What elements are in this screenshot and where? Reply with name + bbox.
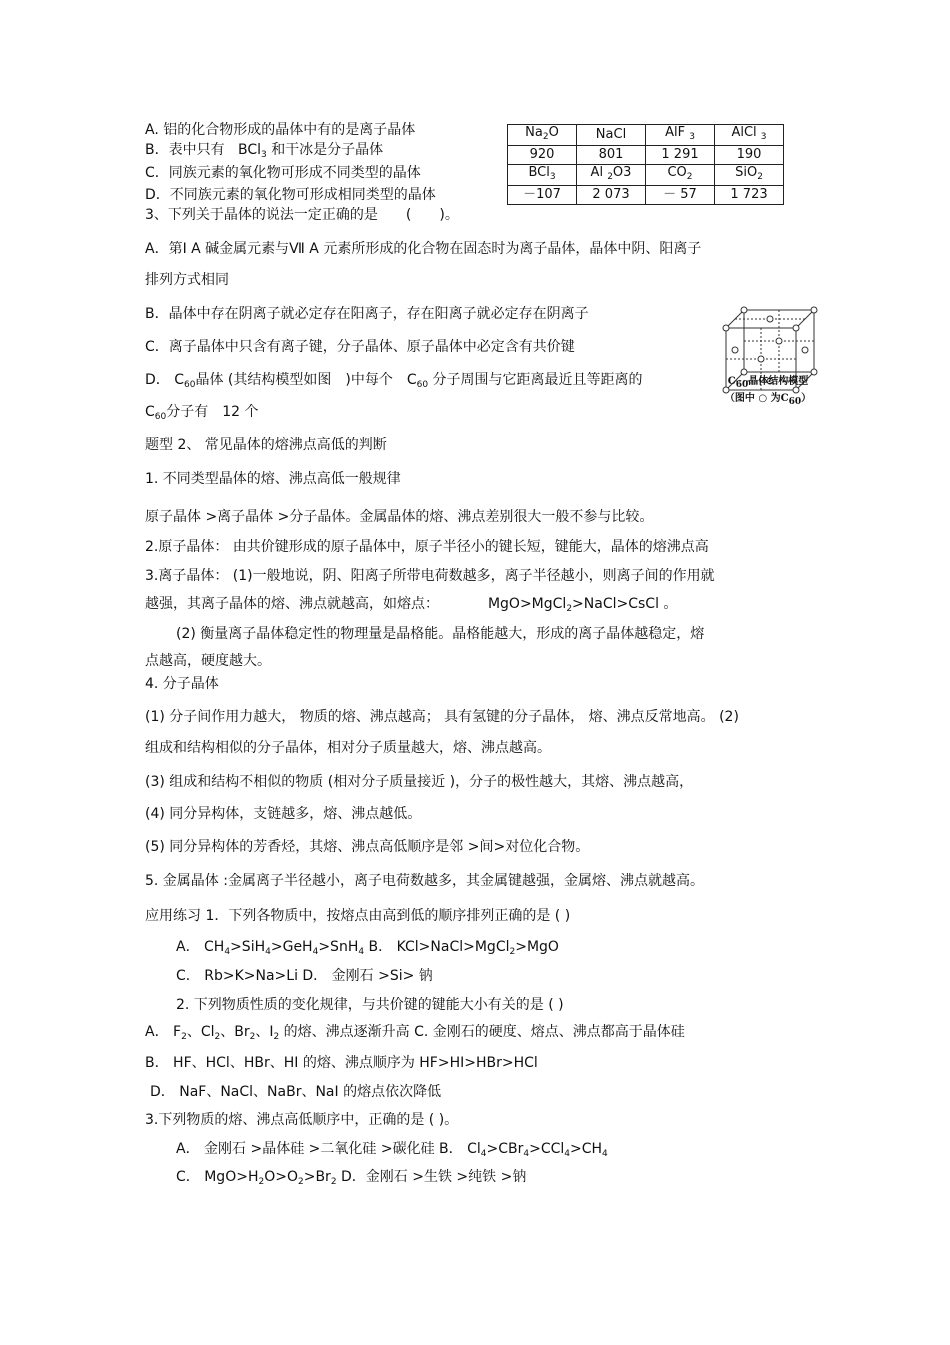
option-d-line: D．不同族元素的氧化物可形成相同类型的晶体	[145, 187, 436, 203]
point-4-4: (4) 同分异构体，支链越多，熔、沸点越低。	[145, 806, 422, 822]
table-cell: 1 723	[715, 186, 784, 205]
option-b-line: B．表中只有 BCl$_3$ 和干冰是分子晶体	[145, 142, 384, 160]
q3-option-b: B．晶体中存在阴离子就必定存在阳离子，存在阳离子就必定存在阴离子	[145, 306, 589, 322]
table-row	[508, 186, 784, 205]
table-row	[508, 146, 784, 165]
table-cell: － 57	[646, 186, 715, 205]
table-cell: AlF $_3$	[646, 125, 715, 146]
exercise-1-cd: C． Rb>K>Na>Li D． 金刚石 >Si> 钠	[176, 968, 433, 984]
point-5: 5. 金属晶体 :金属离子半径越小，离子电荷数越多，其金属键越强，金属熔、沸点就越高。	[145, 873, 704, 889]
section-heading: 题型 2、 常见晶体的熔沸点高低的判断	[145, 437, 387, 453]
table-cell: －107	[508, 186, 577, 205]
option-c-line: C．同族元素的氧化物可形成不同类型的晶体	[145, 165, 421, 181]
point-3-sub2: (2) 衡量离子晶体稳定性的物理量是晶格能。晶格能越大，形成的离子晶体越稳定，熔	[176, 626, 705, 642]
table-cell: 920	[508, 146, 577, 165]
table-row	[508, 125, 784, 146]
melting-point-table	[507, 124, 784, 205]
point-2: 2.原子晶体： 由共价键形成的原子晶体中，原子半径小的键长短，键能大，晶体的熔沸点高	[145, 539, 709, 555]
point-1: 1. 不同类型晶体的熔、沸点高低一般规律	[145, 471, 401, 487]
exercise-2-b: B． HF、HCl、HBr、HI 的熔、沸点顺序为 HF>HI>HBr>HCl	[145, 1055, 538, 1071]
exercise-1: 应用练习 1．下列各物质中，按熔点由高到低的顺序排列正确的是 ( )	[145, 908, 571, 924]
q3-option-d-cont: $C_{60}$分子有 12 个	[145, 404, 259, 422]
q3-option-c: C．离子晶体中只含有离子键，分子晶体、原子晶体中必定含有共价键	[145, 339, 575, 355]
option-a-line: A. 铝的化合物形成的晶体中有的是离子晶体	[145, 122, 416, 138]
table-cell: 801	[577, 146, 646, 165]
table-cell: 1 291	[646, 146, 715, 165]
exercise-3-ab: A． 金刚石 >晶体硅 >二氧化硅 >碳化硅 B． $Cl_4>CBr_4>CCl_4>CH_4$	[176, 1141, 608, 1159]
table-cell: SiO$_2$	[715, 165, 784, 186]
q3-option-d: D． $C_{60}$晶体 (其结构模型如图 )中每个 $C_{60}$ 分子周围与它距离最近且等距离的	[145, 372, 643, 390]
table-cell: 2 073	[577, 186, 646, 205]
exercise-1-ab: A． $CH_4>SiH_4>GeH_4>SnH_4$ B． KCl>NaCl>MgCl$_2$>MgO	[176, 939, 559, 957]
point-3-sub2-cont: 点越高，硬度越大。	[145, 653, 271, 669]
table-cell: BCl$_3$	[508, 165, 577, 186]
table-cell: 190	[715, 146, 784, 165]
exercise-3: 3.下列物质的熔、沸点高低顺序中，正确的是 ( )。	[145, 1112, 459, 1128]
exercise-2-ac: A． $F_2$、$Cl_2$、$Br_2$、$I_2$ 的熔、沸点逐渐升高 C. 金刚石的硬度、熔点、沸点都高于晶体硅	[145, 1024, 685, 1042]
point-1-text: 原子晶体 >离子晶体 >分子晶体。金属晶体的熔、沸点差别很大一般不参与比较。	[145, 509, 654, 525]
question-3: 3、下列关于晶体的说法一定正确的是 ( )。	[145, 207, 459, 223]
point-4-3: (3) 组成和结构不相似的物质 (相对分子质量接近 )，分子的极性越大，其熔、沸点越高，	[145, 774, 694, 790]
exercise-2-d: D． NaF、NaCl、NaBr、NaI 的熔点依次降低	[150, 1084, 442, 1100]
point-4-5: (5) 同分异构体的芳香烃，其熔、沸点高低顺序是邻 >间>对位化合物。	[145, 839, 590, 855]
point-4-2: 组成和结构相似的分子晶体，相对分子质量越大，熔、沸点越高。	[145, 740, 551, 756]
table-cell: $CO_2$	[646, 165, 715, 186]
point-4-1: (1) 分子间作用力越大， 物质的熔、沸点越高； 具有氢键的分子晶体， 熔、沸点反常地高。 (2)	[145, 709, 739, 725]
exercise-2: 2. 下列物质性质的变化规律，与共价键的键能大小有关的是 ( )	[176, 997, 564, 1013]
table-row	[508, 165, 784, 186]
point-3: 3.离子晶体： (1)一般地说，阴、阳离子所带电荷数越多，离子半径越小，则离子间的作用就	[145, 568, 715, 584]
table-cell: NaCl	[577, 125, 646, 146]
point-3-cont: 越强，其离子晶体的熔、沸点就越高，如熔点： MgO>MgCl$_2$>NaCl>CsCl 。	[145, 596, 678, 614]
table-cell: Al $_2$O3	[577, 165, 646, 186]
exercise-3-cd: C． $MgO>H_2O>O_2>Br_2$ D．金刚石 >生铁 >纯铁 >钠	[176, 1169, 527, 1187]
q3-option-a-cont: 排列方式相同	[145, 272, 229, 288]
table-cell: AlCl $_3$	[715, 125, 784, 146]
figure-caption: $C_{60}$晶体结构模型 （图中 ○ 为$C_{60}$）	[724, 376, 812, 407]
q3-option-a: A．第Ⅰ A 碱金属元素与Ⅶ A 元素所形成的化合物在固态时为离子晶体，晶体中阴、阳离子	[145, 241, 702, 257]
point-4: 4. 分子晶体	[145, 676, 219, 692]
table-cell: $Na_2O$	[508, 125, 577, 146]
